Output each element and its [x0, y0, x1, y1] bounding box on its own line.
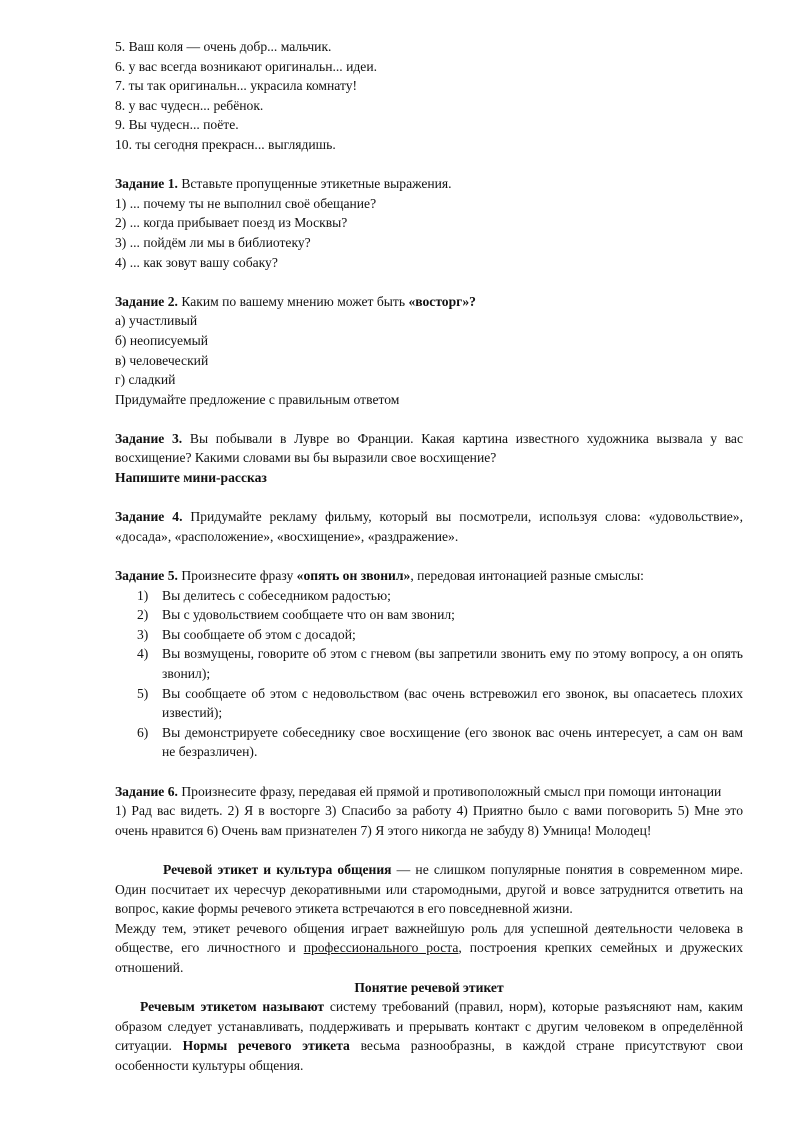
- list-item: 6) Вы демонстрируете собеседнику свое восхищение (его звонок вас очень интересует, а сам он вам не безразличен).: [137, 724, 743, 760]
- task-option: в) человеческий: [115, 352, 209, 368]
- task-label: Задание 5.: [115, 568, 178, 584]
- list-item: 2) Вы с удовольствием сообщаете что он вам звонил;: [137, 607, 455, 623]
- task-label: Задание 4.: [115, 509, 183, 525]
- essay-paragraph: Речевой этикет и культура общения — не слишком популярные понятия в современном мире. Один посчитает их чересчур декоративными или старомодными, другой и вовсе затруднится ответить на вопрос, какие формы речевого этикета встречаются в его повседневной жизни.: [115, 861, 743, 917]
- task-label: Задание 6.: [115, 783, 178, 799]
- task-keyword: «восторг»?: [408, 293, 476, 309]
- task-5: Задание 5. Произнесите фразу «опять он звонил», передовая интонацией разные смыслы: 1) Вы делитесь с собеседником радостью; 2) Вы с удовольствием сообщаете что он вам звонил; 3) Вы сообщаете об этом с досадой; 4) Вы возмущены, говорите об этом с гневом (вы запретили звонить ему по этому вопросу, а он опять звонил); 5) Вы сообщаете об этом с недовольством (вас очень встревожил его звонок, вы опасаетесь плохих известий); 6) Вы демонстрируете собеседнику свое восхищение (его звонок вас очень интересует, а сам он вам не безразличен).: [115, 566, 743, 762]
- list-item: 5) Вы сообщаете об этом с недовольством (вас очень встревожил его звонок, вы опасаетесь плохих известий);: [137, 685, 743, 721]
- exercise-line: 10. ты сегодня прекрасн... выглядишь.: [115, 136, 336, 152]
- task-item: 4) ... как зовут вашу собаку?: [115, 254, 278, 270]
- list-item: 3) Вы сообщаете об этом с досадой;: [137, 626, 356, 642]
- exercise-list: [115, 37, 743, 155]
- task-label: Задание 1.: [115, 176, 178, 192]
- task-item: 2) ... когда прибывает поезд из Москвы?: [115, 215, 348, 231]
- list-item: 4) Вы возмущены, говорите об этом с гневом (вы запретили звонить ему по этому вопросу, а он опять звонил);: [137, 646, 743, 681]
- essay-paragraph: Речевым этикетом называют систему требований (правил, норм), которые разъясняют нам, каким образом следует устанавливать, поддерживать и прерывать контакт с другим человеком в определённой ситуации. Нормы речевого этикета весьма разнообразны, в каждой стране присутствуют свои особенности культуры общения.: [115, 999, 743, 1073]
- task-text: Вставьте пропущенные этикетные выражения.: [177, 176, 452, 192]
- exercise-line: 8. у вас чудесн... ребёнок.: [115, 97, 264, 113]
- essay-section: [115, 860, 743, 1076]
- task-3: [115, 429, 743, 488]
- document-page: [115, 37, 743, 1075]
- essay-paragraph: Между тем, этикет речевого общения играет важнейшую роль для успешной деятельности человека в обществе, его личностного и профессионального роста, построения крепких семейных и дружеских отношений.: [115, 920, 743, 975]
- intonation-list: [115, 586, 743, 762]
- exercise-line: 7. ты так оригинальн... украсила комнату!: [115, 78, 358, 94]
- task-text: Каким по вашему мнению может быть: [177, 293, 409, 309]
- task-item: 1) ... почему ты не выполнил своё обещание?: [115, 195, 377, 211]
- task-phrases: 1) Рад вас видеть. 2) Я в восторге 3) Спасибо за работу 4) Приятно было с вами поговорить 5) Мне это очень нравится 6) Очень вам признателен 7) Я этого никогда не забуду 8) Умница! Молодец!: [115, 803, 743, 838]
- task-footer: Придумайте предложение с правильным ответом: [115, 391, 400, 407]
- task-6: [115, 782, 743, 841]
- task-phrase: «опять он звонил»: [296, 568, 411, 584]
- task-label: Задание 2.: [115, 293, 178, 309]
- list-item: 1) Вы делитесь с собеседником радостью;: [137, 587, 391, 603]
- task-option: г) сладкий: [115, 372, 176, 388]
- task-item: 3) ... пойдём ли мы в библиотеку?: [115, 234, 311, 250]
- exercise-line: 5. Ваш коля — очень добр... мальчик.: [115, 39, 332, 54]
- professional-growth-link[interactable]: профессионального роста: [303, 940, 459, 956]
- task-2: [115, 292, 743, 410]
- task-option: а) участливый: [115, 313, 198, 329]
- exercise-line: 9. Вы чудесн... поёте.: [115, 117, 239, 133]
- task-1: [115, 174, 743, 272]
- task-text: Придумайте рекламу фильму, который вы посмотрели, используя слова: «удовольствие», «досада», «расположение», «восхищение», «раздражение».: [115, 509, 743, 544]
- task-option: б) неописуемый: [115, 332, 209, 348]
- task-footer: Напишите мини-рассказ: [115, 470, 267, 486]
- task-4: [115, 507, 743, 546]
- task-label: Задание 3.: [115, 430, 183, 446]
- task-text: Вы побывали в Лувре во Франции. Какая картина известного художника вызвала у вас восхищение? Какими словами вы бы выразили свое восхищение?: [115, 430, 744, 466]
- exercise-line: 6. у вас всегда возникают оригинальн... идеи.: [115, 58, 377, 74]
- task-text: Произнесите фразу, передавая ей прямой и противоположный смысл при помощи интонации: [177, 783, 722, 799]
- section-heading: Понятие речевой этикет: [354, 979, 504, 995]
